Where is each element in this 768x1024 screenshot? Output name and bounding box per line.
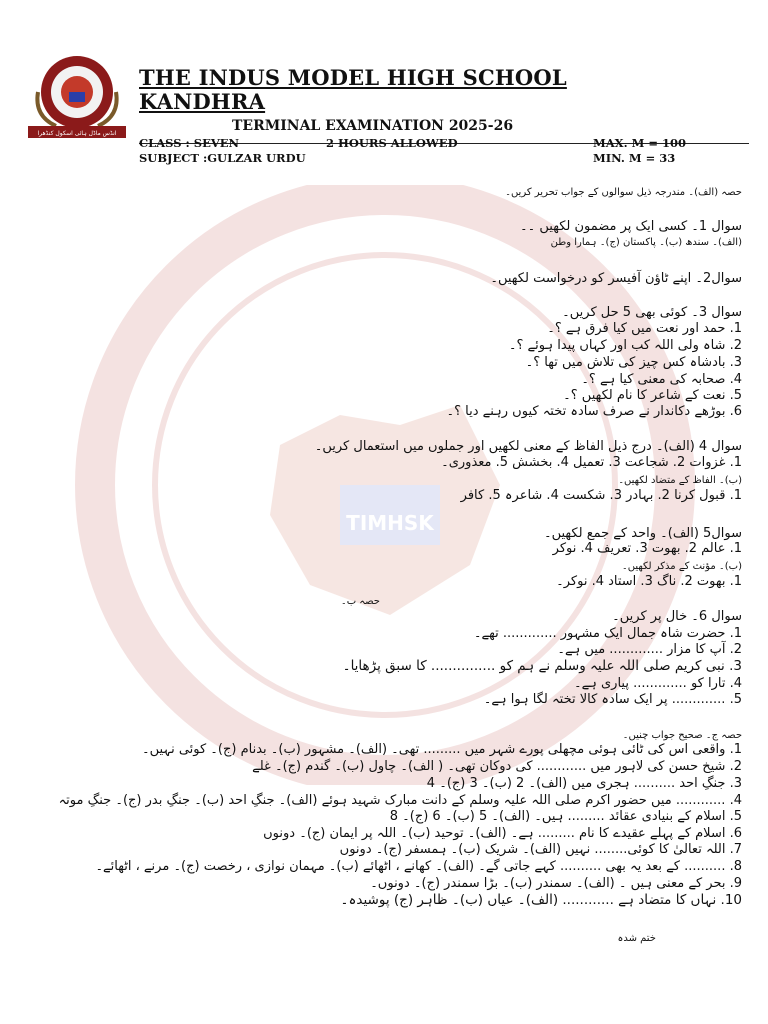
- part-a-heading: حصہ (الف)۔ مندرجہ ذیل سوالوں کے جواب تحریر کریں۔: [505, 187, 742, 198]
- q3-title: سوال 3۔ کوئی بھی 5 حل کریں۔: [562, 305, 742, 320]
- end-marker: ختم شدہ: [617, 933, 656, 944]
- min-marks: MIN. M = 33: [593, 151, 676, 165]
- mcq-item: 2. شیخ حسن کی لاہور میں ............ کی دوکان تھی۔ ( الف)۔ چاول (ب)۔ گندم (ج)۔ غلے: [252, 759, 742, 774]
- mcq-item: 10. نہاں کا متضاد ہے ............ (الف)۔ عیاں (ب)۔ ظاہر (ج) پوشیدہ۔: [340, 892, 742, 908]
- subject-label: SUBJECT :GULZAR URDU: [139, 151, 306, 165]
- mcq-item: 3. جنگِ احد .......... ہجری میں (الف)۔ 2 (ب)۔ 3 (ج)۔ 4: [426, 776, 742, 791]
- part-c-heading: حصہ ج۔ صحیح جواب چنیں۔: [622, 730, 742, 741]
- q1-options: (الف)۔ سندھ (ب)۔ پاکستان (ج)۔ ہمارا وطن: [550, 237, 742, 248]
- q6-item: 5. ............. پر ایک سادہ کالا تختہ لگا ہوا ہے۔: [483, 692, 742, 707]
- q3-item: 5. نعت کے شاعر کا نام لکھیں ؟۔: [563, 388, 742, 403]
- q1-title: سوال 1۔ کسی ایک پر مضمون لکھیں ۔۔: [520, 219, 742, 234]
- q4-title: سوال 4 (الف)۔ درج ذیل الفاظ کے معنی لکھیں اور جملوں میں استعمال کریں۔: [314, 439, 742, 454]
- logo-banner-text: انڈس ماڈل ہائی اسکول کنڈھرا: [37, 130, 117, 137]
- q3-item: 3. بادشاہ کس چیز کی تلاش میں تھا ؟۔: [525, 355, 742, 370]
- watermark-label: TIMHSK: [346, 511, 434, 535]
- q6-item: 4. تارا کو ............. پیاری ہے۔: [574, 676, 742, 691]
- q4-a-items: 1. غزوات 2. شجاعت 3. تعمیل 4. بخشش 5. معذوری۔: [441, 455, 742, 470]
- q5-b-title: (ب)۔ مؤنث کے مذکر لکھیں۔: [621, 561, 742, 572]
- q2-title: سوال2۔ اپنے ٹاؤن آفیسر کو درخواست لکھیں۔: [490, 271, 742, 286]
- q3-item: 1. حمد اور نعت میں کیا فرق ہے ؟۔: [547, 321, 742, 336]
- time-allowed: 2 HOURS ALLOWED: [326, 136, 458, 150]
- q6-title: سوال 6۔ خال پر کریں۔: [612, 609, 742, 624]
- q5-title: سوال5 (الف)۔ واحد کے جمع لکھیں۔: [544, 526, 742, 541]
- school-name-line1: THE INDUS MODEL HIGH SCHOOL: [139, 65, 567, 90]
- q3-item: 2. شاہ ولی اللہ کب اور کہاں پیدا ہوئے ؟۔: [508, 338, 742, 353]
- q6-item: 1. حضرت شاہ جمال ایک مشہور ............. تھے۔: [473, 626, 742, 641]
- mcq-item: 9. بحر کے معنی ہیں ۔ (الف)۔ سمندر (ب)۔ بڑا سمندر (ج)۔ دونوں۔: [370, 876, 742, 891]
- q5-b-items: 1. بھوت 2. ناگ 3. استاد 4. نوکر۔: [556, 574, 742, 589]
- exam-title: TERMINAL EXAMINATION 2025-26: [232, 118, 514, 134]
- q3-item: 4. صحابہ کی معنی کیا ہے ؟۔: [581, 372, 742, 387]
- mcq-item: 5. اسلام کے بنیادی عقائد ......... ہیں۔ (الف)۔ 5 (ب)۔ 6 (ج)۔ 8: [389, 809, 742, 824]
- max-marks: MAX. M = 100: [593, 136, 686, 150]
- mcq-item: 4. ............ میں حضور اکرم صلی اللہ علیہ وسلم کے دانت مبارک شہید ہوئے (الف)۔ جنگِ احد (ب)۔ جنگِ بدر (ج)۔ جنگِ موتہ: [58, 793, 742, 808]
- q4-b-items: 1. قبول کرنا 2. بہادر 3. شکست 4. شاعرہ 5. کافر: [460, 488, 742, 503]
- mcq-item: 8. .......... کے بعد یہ بھی .......... کہے جاتی گے۔ (الف)۔ کھانے ، اٹھائے (ب)۔ مہمان نوازی ، رخصت (ج)۔ مرنے ، اٹھائے۔: [95, 859, 742, 874]
- class-label: CLASS : SEVEN: [139, 136, 240, 150]
- q6-item: 2. آپ کا مزار ............. میں ہے۔: [557, 642, 742, 657]
- q5-a-items: 1. عالم 2. بھوت 3. تعریف 4. نوکر: [552, 541, 742, 556]
- q3-item: 6. بوڑھے دکاندار نے صرف سادہ تختہ کیوں رہنے دیا ؟۔: [446, 404, 742, 419]
- q4-b-title: (ب)۔ الفاظ کے متضاد لکھیں۔: [618, 475, 742, 486]
- school-name-line2: KANDHRA: [139, 89, 266, 114]
- mcq-item: 6. اسلام کے پہلے عقیدے کا نام ......... ہے۔ (الف)۔ توحید (ب)۔ اللہ پر ایمان (ج)۔ دونوں: [263, 826, 742, 841]
- mcq-item: 7. اللہ تعالیٰ کا کوئی........ نہیں (الف)۔ شریک (ب)۔ ہمسفر (ج)۔ دونوں: [339, 842, 742, 857]
- part-b-heading: حصہ ب۔: [340, 596, 380, 607]
- mcq-item: 1. واقعی اس کی ٹائی ہوئی مچھلی پورے شہر میں ......... تھی۔ (الف)۔ مشہور (ب)۔ بدنام (ج)۔ کوئی نہیں۔: [142, 742, 742, 757]
- q6-item: 3. نبی کریم صلی اللہ علیہ وسلم نے ہم کو ............... کا سبق پڑھایا۔: [342, 658, 742, 674]
